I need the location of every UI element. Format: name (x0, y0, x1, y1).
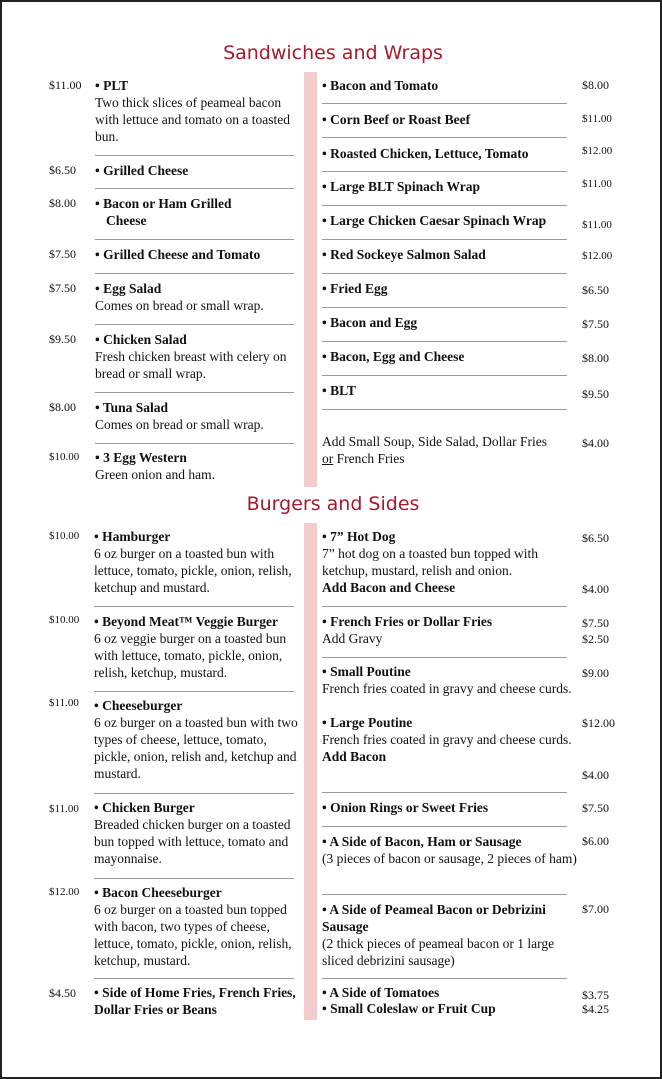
menu-item-grilled-cheese (95, 162, 295, 179)
separator (95, 273, 294, 274)
menu-item-coleslaw (322, 1000, 577, 1017)
addon-text: Add Small Soup, Side Salad, Dollar Fries (322, 434, 547, 449)
price-bacon-grilled-cheese: $8.00 (49, 196, 76, 210)
item-desc: French fries coated in gravy and cheese curds. (322, 732, 572, 747)
price-fried-egg: $6.50 (582, 283, 609, 297)
price-side-tomatoes: $3.75 (582, 988, 609, 1002)
item-desc: Comes on bread or small wrap. (95, 417, 264, 432)
menu-item-bacon-egg (322, 314, 577, 331)
column-divider (304, 72, 317, 487)
menu-item-fried-egg (322, 280, 577, 297)
price-bacon-cheeseburger: $12.00 (49, 886, 80, 898)
separator (322, 137, 567, 138)
column-divider (304, 523, 317, 1020)
separator (322, 792, 567, 793)
separator (95, 324, 294, 325)
price-small-poutine: $9.00 (582, 666, 609, 680)
separator (322, 171, 567, 172)
separator (322, 273, 567, 274)
section-title-sandwiches: Sandwiches and Wraps (223, 42, 443, 64)
separator (94, 793, 294, 794)
separator (322, 409, 567, 410)
price-bacon-egg-cheese: $8.00 (582, 351, 609, 365)
separator (95, 188, 294, 189)
item-desc: Two thick slices of peameal bacon with lettuce and tomato on a toasted bun. (95, 95, 290, 144)
separator (322, 307, 567, 308)
menu-item-side-fries (94, 984, 300, 1018)
price-egg-salad: $7.50 (49, 281, 76, 295)
item-name: • Bacon or Ham Grilled Cheese (95, 195, 270, 229)
menu-item-roasted-chicken (322, 145, 582, 162)
price-hamburger: $10.00 (49, 530, 80, 542)
price-chicken-burger: $11.00 (49, 803, 79, 815)
price-salmon-salad: $12.00 (582, 250, 613, 262)
item-name: • Bacon, Egg and Cheese (322, 348, 577, 365)
separator (322, 239, 567, 240)
separator (322, 103, 567, 104)
separator (95, 443, 294, 444)
addon-or: or (322, 451, 334, 466)
item-name: • A Side of Tomatoes (322, 984, 577, 1001)
menu-item-french-fries (322, 613, 577, 647)
price-add-bacon: $4.00 (582, 768, 609, 782)
sandwich-addon (322, 433, 577, 467)
menu-item-hamburger (94, 528, 300, 596)
separator (322, 657, 567, 658)
separator (322, 894, 567, 895)
separator (95, 155, 294, 156)
price-hot-dog-addon: $4.00 (582, 582, 609, 596)
item-desc: 6 oz burger on a toasted bun with two types of cheese, lettuce, tomato, pickle, onion, relish and, ketchup and mustard. (94, 715, 298, 781)
item-name: • Large BLT Spinach Wrap (322, 178, 577, 195)
menu-item-3-egg-western (95, 449, 300, 483)
menu-item-chicken-burger (94, 799, 300, 867)
menu-item-grilled-cheese-tomato (95, 246, 300, 263)
separator (94, 606, 294, 607)
item-name: • Bacon and Egg (322, 314, 577, 331)
item-name: • Bacon Cheeseburger (94, 884, 300, 901)
menu-item-bacon-grilled-cheese (95, 195, 270, 229)
price-side-bacon: $6.00 (582, 834, 609, 848)
price-addon: $4.00 (582, 436, 609, 450)
item-name: • 3 Egg Western (95, 449, 300, 466)
price-hot-dog: $6.50 (582, 531, 609, 545)
item-name: • A Side of Bacon, Ham or Sausage (322, 833, 577, 850)
separator (322, 606, 567, 607)
separator (322, 826, 567, 827)
price-3-egg-western: $10.00 (49, 451, 80, 463)
item-desc: (3 pieces of bacon or sausage, 2 pieces of ham) (322, 851, 577, 866)
item-desc: French fries coated in gravy and cheese curds. (322, 681, 572, 696)
item-desc: 6 oz burger on a toasted bun with lettuce, tomato, pickle, onion, relish, ketchup and mustard. (94, 546, 292, 595)
item-name: • Grilled Cheese and Tomato (95, 246, 300, 263)
separator (322, 978, 567, 979)
price-bacon-tomato: $8.00 (582, 78, 609, 92)
price-corn-beef: $11.00 (582, 113, 612, 125)
price-coleslaw: $4.25 (582, 1002, 609, 1016)
item-desc: Comes on bread or small wrap. (95, 298, 264, 313)
menu-item-large-poutine (322, 714, 577, 765)
separator (95, 392, 294, 393)
price-grilled-cheese-tomato: $7.50 (49, 247, 76, 261)
menu-item-bacon-tomato (322, 77, 577, 94)
menu-item-tuna-salad (95, 399, 300, 433)
separator (322, 341, 567, 342)
item-name: • Chicken Burger (94, 799, 300, 816)
menu-item-side-peameal (322, 901, 577, 969)
item-desc: Breaded chicken burger on a toasted bun topped with lettuce, tomato and mayonnaise. (94, 817, 291, 866)
item-name: • Side of Home Fries, French Fries, Dollar Fries or Beans (94, 984, 300, 1018)
separator (94, 978, 294, 979)
menu-item-cheeseburger (94, 697, 300, 782)
price-onion-rings: $7.50 (582, 801, 609, 815)
price-tuna-salad: $8.00 (49, 400, 76, 414)
menu-item-plt (95, 77, 295, 145)
item-addon: Add Gravy (322, 631, 383, 646)
item-name: • Tuna Salad (95, 399, 300, 416)
item-name: • French Fries or Dollar Fries (322, 613, 577, 630)
item-name: • 7” Hot Dog (322, 528, 577, 545)
menu-item-side-tomatoes (322, 984, 577, 1001)
separator (94, 691, 294, 692)
item-name: • BLT (322, 382, 577, 399)
item-name: • Large Chicken Caesar Spinach Wrap (322, 212, 582, 229)
menu-item-side-bacon (322, 833, 577, 867)
menu-item-blt (322, 382, 577, 399)
item-name: • Roasted Chicken, Lettuce, Tomato (322, 145, 582, 162)
menu-item-chicken-salad (95, 331, 295, 382)
item-name: • Chicken Salad (95, 331, 295, 348)
item-desc: 6 oz burger on a toasted bun topped with bacon, two types of cheese, lettuce, tomato, pickle, onion, relish, ketchup, mustard. (94, 902, 292, 968)
separator (95, 239, 294, 240)
item-name: • Small Poutine (322, 663, 577, 680)
price-plt: $11.00 (49, 78, 82, 92)
menu-item-egg-salad (95, 280, 300, 314)
menu-item-bacon-egg-cheese (322, 348, 577, 365)
separator (94, 878, 294, 879)
price-veggie-burger: $10.00 (49, 614, 80, 626)
menu-item-small-poutine (322, 663, 577, 697)
menu-item-bacon-cheeseburger (94, 884, 300, 969)
item-name: • PLT (95, 77, 295, 94)
separator (322, 205, 567, 206)
price-gravy: $2.50 (582, 632, 609, 646)
menu-item-blt-wrap (322, 178, 577, 195)
menu-item-onion-rings (322, 799, 577, 816)
item-desc: 7” hot dog on a toasted bun topped with ketchup, mustard, relish and onion. (322, 546, 538, 578)
price-large-poutine: $12.00 (582, 716, 615, 730)
item-name: • Large Poutine (322, 714, 577, 731)
price-cheeseburger: $11.00 (49, 697, 79, 709)
addon-text-b: French Fries (333, 451, 405, 466)
item-addon: Add Bacon (322, 749, 387, 764)
item-name: • Onion Rings or Sweet Fries (322, 799, 577, 816)
menu-item-hot-dog (322, 528, 577, 596)
item-desc: 6 oz veggie burger on a toasted bun with lettuce, tomato, pickle, onion, relish, ketchup, mustard. (94, 631, 287, 680)
price-french-fries: $7.50 (582, 616, 609, 630)
separator (322, 375, 567, 376)
item-desc: (2 thick pieces of peameal bacon or 1 large sliced debrizini sausage) (322, 936, 555, 968)
item-name: • Beyond Meat™ Veggie Burger (94, 613, 300, 630)
item-name: • Grilled Cheese (95, 162, 295, 179)
price-blt-wrap: $11.00 (582, 178, 612, 190)
item-name: • A Side of Peameal Bacon or Debrizini Sausage (322, 901, 577, 935)
item-name: • Hamburger (94, 528, 300, 545)
menu-item-veggie-burger (94, 613, 300, 681)
price-grilled-cheese: $6.50 (49, 163, 76, 177)
price-side-fries: $4.50 (49, 986, 76, 1000)
item-name: • Corn Beef or Roast Beef (322, 111, 577, 128)
price-blt: $9.50 (582, 387, 609, 401)
item-name: • Red Sockeye Salmon Salad (322, 246, 577, 263)
menu-item-salmon-salad (322, 246, 577, 263)
item-name: • Bacon and Tomato (322, 77, 577, 94)
price-chicken-salad: $9.50 (49, 332, 76, 346)
item-name: • Fried Egg (322, 280, 577, 297)
section-title-burgers: Burgers and Sides (246, 493, 420, 515)
item-desc: Fresh chicken breast with celery on bread or small wrap. (95, 349, 287, 381)
item-name: • Small Coleslaw or Fruit Cup (322, 1000, 577, 1017)
price-bacon-egg: $7.50 (582, 317, 609, 331)
item-name: • Cheeseburger (94, 697, 300, 714)
item-addon: Add Bacon and Cheese (322, 580, 456, 595)
price-roasted-chicken: $12.00 (582, 145, 613, 157)
menu-item-corn-beef (322, 111, 577, 128)
menu-item-caesar-wrap (322, 212, 582, 229)
price-side-peameal: $7.00 (582, 902, 609, 916)
item-desc: Green onion and ham. (95, 467, 215, 482)
item-name: • Egg Salad (95, 280, 300, 297)
price-caesar-wrap: $11.00 (582, 219, 612, 231)
